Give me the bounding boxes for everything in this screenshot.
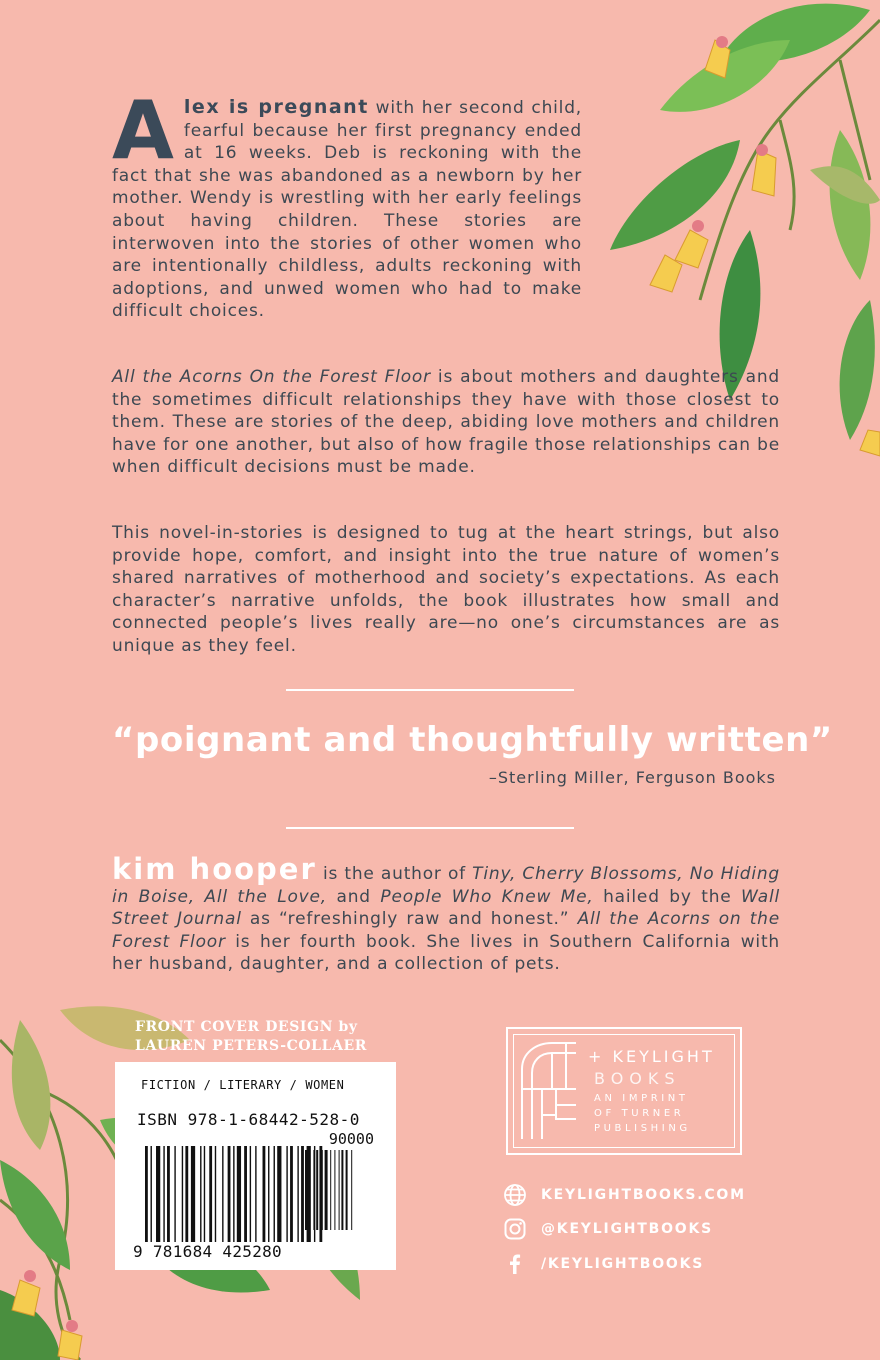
barcode-box: [115, 1062, 396, 1270]
bio-text: is the author of: [316, 864, 473, 884]
blurb-lead-phrase: lex is pregnant: [183, 96, 369, 118]
author-name: kim hooper: [112, 852, 317, 886]
review-quote: “poignant and thoughtfully written”: [112, 720, 833, 760]
blurb-paragraph-2: [112, 366, 780, 479]
bio-title: People Who Knew Me,: [380, 886, 594, 907]
keylight-emblem-icon: [518, 1039, 580, 1143]
bio-text: and: [327, 886, 381, 907]
instagram-label: @KEYLIGHTBOOKS: [541, 1221, 714, 1237]
price-barcode-bars-icon: [305, 1150, 375, 1230]
bio-text: hailed by the: [593, 886, 742, 907]
bio-title: Tiny, Cherry Blossoms, No Hiding in Boise, All the Love,: [112, 864, 781, 907]
facebook-link[interactable]: [503, 1252, 704, 1276]
publisher-brand: + KEYLIGHT: [588, 1047, 715, 1066]
isbn-text: ISBN 978-1-68442-528-0: [137, 1110, 360, 1129]
blurb-paragraph-1: [112, 84, 582, 323]
divider-top: [286, 689, 574, 691]
review-attribution: –Sterling Miller, Ferguson Books: [488, 768, 776, 787]
barcode-digits: 9 781684 425280: [133, 1242, 282, 1261]
divider-bottom: [286, 827, 574, 829]
bio-text: is her fourth book. She lives in Southern California with her husband, daughter, and a collection of pets.: [112, 931, 780, 975]
website-label: KEYLIGHTBOOKS.COM: [541, 1187, 746, 1203]
blurb-paragraph-2-text: is about mothers and daughters and the sometimes difficult relationships they have with those closest to them. These are stories of the deep, abiding love mothers and children have for one another, but also of how fragile those relationships can be when difficult decisions must be made.: [112, 367, 780, 478]
instagram-link[interactable]: [503, 1217, 713, 1241]
barcode-category: FICTION / LITERARY / WOMEN: [141, 1078, 345, 1092]
price-code: 90000: [328, 1130, 374, 1148]
credit-line-1: FRONT COVER DESIGN by: [135, 1019, 358, 1035]
imprint-tagline: AN IMPRINT OF TURNER PUBLISHING: [594, 1093, 691, 1134]
instagram-icon: [503, 1217, 527, 1241]
credit-line-2: LAUREN PETERS-COLLAER: [135, 1038, 368, 1054]
publisher-brand-line-2: BOOKS: [594, 1069, 681, 1088]
blurb-paragraph-3: This novel-in-stories is designed to tug at the heart strings, but also provide hope, comfort, and insight into the true nature of women’s shared narratives of motherhood and society’s expectations. As each character’s narrative unfolds, the book illustrates how small and connected people’s lives really are—no one’s circumstances are as unique as they feel.: [112, 523, 780, 656]
bio-text: as “refreshingly raw and honest.”: [241, 909, 578, 930]
book-title-mention: All the Acorns On the Forest Floor: [112, 367, 431, 387]
author-bio: [112, 852, 781, 976]
drop-cap: A: [112, 84, 174, 177]
facebook-icon: [503, 1252, 527, 1276]
bio-publication: Wall Street Journal: [112, 886, 780, 930]
globe-icon: [503, 1183, 527, 1207]
publisher-logo: [506, 1027, 742, 1155]
facebook-label: /KEYLIGHTBOOKS: [541, 1256, 705, 1272]
cover-design-credit: [135, 1018, 367, 1056]
blurb-paragraph-1-text: with her second child, fearful because her first pregnancy ended at 16 weeks. Deb is reckoning with the fact that she was abandoned as a newborn by her mother. Wendy is wrestling with her early feelings about having children. These stories are interwoven into the stories of other women who are intentionally childless, adults reckoning with adoptions, and unwed women who had to make difficult choices.: [112, 98, 582, 322]
bio-title: All the Acorns on the Forest Floor: [112, 909, 781, 952]
website-link[interactable]: [503, 1183, 746, 1207]
